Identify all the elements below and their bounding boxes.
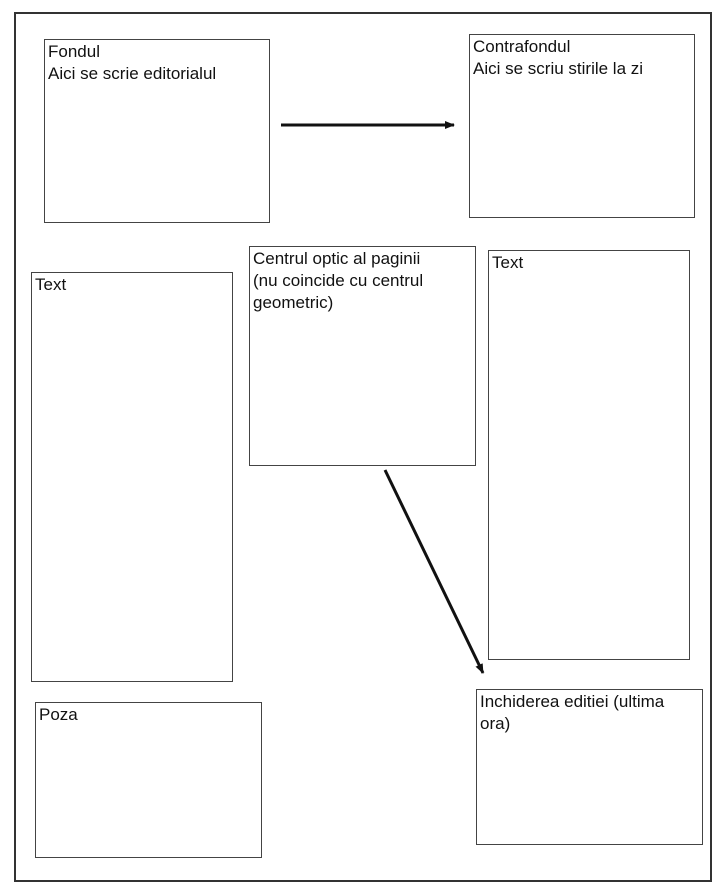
contrafondul-title: Contrafondul [473, 37, 571, 56]
inchiderea-line-2: ora) [480, 714, 511, 733]
poza-label: Poza [39, 705, 78, 724]
fondul-title: Fondul [48, 42, 100, 61]
centrul-optic-line-2: (nu coincide cu centrul [253, 271, 424, 290]
centrul-optic-line-1: Centrul optic al paginii [253, 249, 421, 268]
centrul-optic-line-3: geometric) [253, 293, 334, 312]
fondul-description: Aici se scrie editorialul [48, 64, 217, 83]
text-right-label: Text [492, 253, 524, 272]
contrafondul-description: Aici se scriu stirile la zi [473, 59, 644, 78]
text-left-label: Text [35, 275, 67, 294]
arrow-centrul-to-inchiderea [385, 470, 483, 673]
inchiderea-line-1: Inchiderea editiei (ultima [480, 692, 665, 711]
